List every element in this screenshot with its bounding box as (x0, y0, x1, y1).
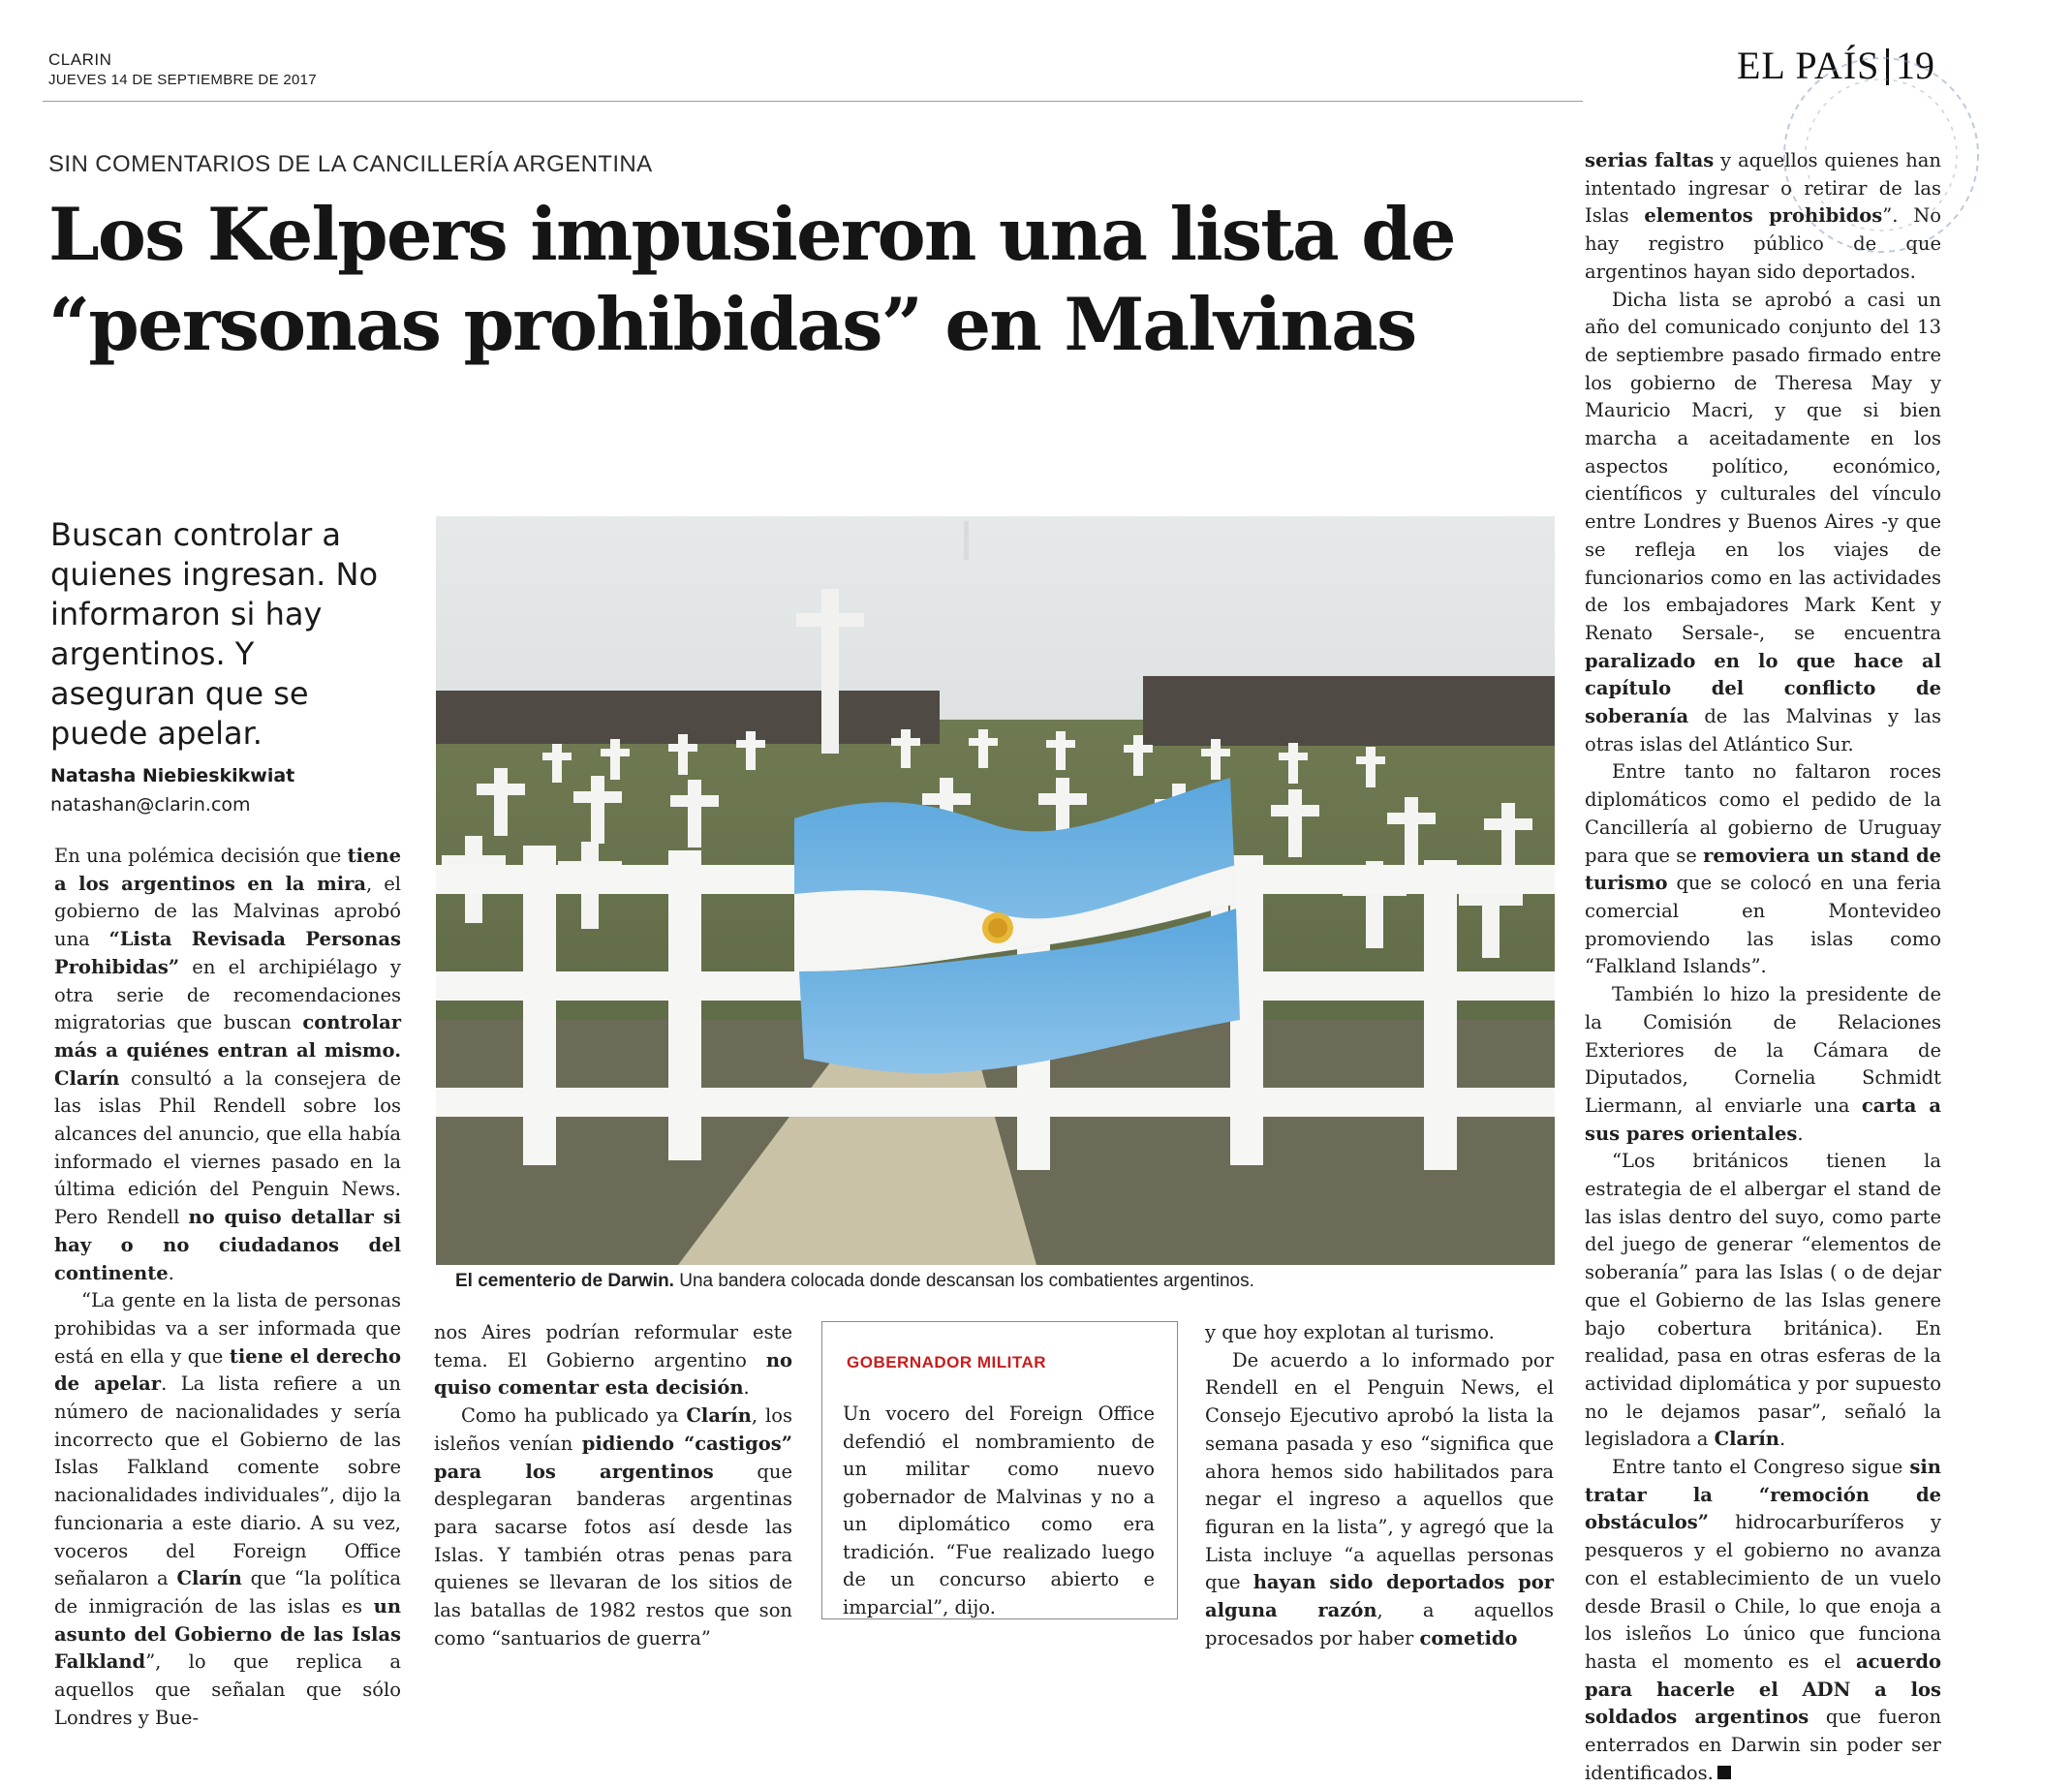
article-kicker: SIN COMENTARIOS DE LA CANCILLERÍA ARGENTINA (48, 151, 653, 177)
paragraph: Dicha lista se aprobó a casi un año del comunicado conjunto del 13 de septiembre pasado firmado entre los gobierno de Theresa May y Mauricio Macri, y que si bien marcha a aceitadamente en los aspectos político, económico, científicos y culturales del vínculo entre Londres y Buenos Aires -y que se refleja en los viajes de funcionarios como en las actividades de los embajadores Mark Kent y Renato Sersale-, se encuentra paralizado en lo que hace al capítulo del conflicto de soberanía de las Malvinas y las otras islas del Atlántico Sur. (1585, 288, 1941, 755)
page-number: 19 (1896, 44, 1934, 87)
body-column-1 (54, 843, 401, 1733)
author-email[interactable]: natashan@clarin.com (50, 794, 251, 816)
newspaper-name: CLARIN (48, 50, 112, 69)
body-column-5 (1585, 147, 1941, 1787)
sidebar-kicker: GOBERNADOR MILITAR (847, 1353, 1047, 1371)
photo-caption: El cementerio de Darwin. Una bandera colocada donde descansan los combatientes argentinos. (455, 1271, 1254, 1291)
article-deck: Buscan controlar a quienes ingresan. No informaron si hay argentinos. Y aseguran que se puede apelar. (50, 516, 379, 752)
body-column-2 (434, 1319, 792, 1652)
paragraph: “Los británicos tienen la estrategia de el albergar el stand de las islas dentro del suyo, como parte del juego de generar “elementos de soberanía” para las Islas ( o de dejar que el Gobierno de las Islas genere bajo cobertura británica). En realidad, pasa en otras esferas de la actividad diplomática y por supuesto no le dejamos pasar”, señaló la legisladora a Clarín. (1585, 1150, 1941, 1451)
author-name: Natasha Niebieskikwiat (50, 765, 295, 786)
sidebar-body: Un vocero del Foreign Office defendió el nombramiento de un militar como nuevo gobernador de Malvinas y no a un diplomático como era tradición. “Fue realizado luego de un concurso abierto e imparcial”, dijo. (843, 1402, 1155, 1618)
paragraph: Como ha publicado ya Clarín, los isleños venían pidiendo “castigos” para los argentinos que desplegaran banderas argentinas para sacarse fotos así desde las Islas. Y también otras penas para quienes se llevaran de los sitios de las batallas de 1982 restos que son como “santuarios de guerra” (434, 1404, 792, 1649)
paragraph: También lo hizo la presidente de la Comisión de Relaciones Exteriores de la Cámara de Diputados, Cornelia Schmidt Liermann, al enviarle una carta a sus pares orientales. (1585, 983, 1941, 1145)
paragraph: serias faltas y aquellos quienes han intentado ingresar o retirar de las Islas elementos prohibidos”. No hay registro público de que argentinos hayan sido deportados. (1585, 149, 1942, 283)
paragraph: nos Aires podrían reformular este tema. El Gobierno argentino no quiso comentar esta decisión. (434, 1321, 792, 1400)
headline-line-2: “personas prohibidas” en Malvinas (48, 282, 1416, 367)
body-column-4 (1205, 1319, 1554, 1652)
headline-line-1: Los Kelpers impusieron una lista de (48, 192, 1455, 277)
publication-date: JUEVES 14 DE SEPTIEMBRE DE 2017 (48, 72, 317, 88)
paragraph: De acuerdo a lo informado por Rendell en el Penguin News, el Consejo Ejecutivo aprobó la lista la semana pasada y eso “significa que ahora hemos sido habilitados para negar el ingreso a aquellos que figuran en la lista”, y agregó que la Lista incluye “a aquellas personas que hayan sido deportados por alguna razón, a aquellos procesados por haber cometido (1205, 1348, 1555, 1649)
header-rule (43, 101, 1583, 102)
article-end-mark-icon (1717, 1766, 1731, 1779)
paragraph: y que hoy explotan al turismo. (1205, 1321, 1495, 1343)
paragraph: En una polémica decisión que tiene a los argentinos en la mira, el gobierno de las Malvinas aprobó una “Lista Revisada Personas Prohibidas” en el archipiélago y otra serie de recomendaciones migratorias que buscan controlar más a quiénes entran al mismo. Clarín consultó a la consejera de las islas Phil Rendell sobre los alcances del anuncio, que ella había informado el viernes pasado en la última edición del Penguin News. Pero Rendell no quiso detallar si hay o no ciudadanos del continente. (54, 845, 401, 1284)
paragraph: Entre tanto no faltaron roces diplomáticos como el pedido de la Cancillería al gobierno de Uruguay para que se removiera un stand de turismo que se colocó en una feria comercial en Montevideo promoviendo las islas como “Falkland Islands”. (1585, 760, 1941, 978)
paragraph: Entre tanto el Congreso sigue sin tratar la “remoción de obstáculos” hidrocarburíferos y pesqueros y el gobierno no avanza con el establecimiento de un vuelo desde Brasil o Chile, lo que enoja a los isleños Lo único que funciona hasta el momento es el acuerdo para hacerle el ADN a los soldados argentinos que fueron enterrados en Darwin sin poder ser identificados. (1585, 1456, 1941, 1784)
cemetery-photo (436, 516, 1555, 1265)
section-name: EL PAÍS (1737, 44, 1880, 87)
article-headline (48, 190, 1560, 370)
paragraph: “La gente en la lista de personas prohibidas va a ser informada que está en ella y que tiene el derecho de apelar. La lista refiere a un número de nacionalidades y sería incorrecto que el Gobierno de las Islas Falkland comente sobre nacionalidades individuales”, dijo la funcionaria a este diario. A su vez, voceros del Foreign Office señalaron a Clarín que “la política de inmigración de las islas es un asunto del Gobierno de las Islas Falkland”, lo que replica a aquellos que señalan que sólo Londres y Bue- (54, 1289, 401, 1729)
